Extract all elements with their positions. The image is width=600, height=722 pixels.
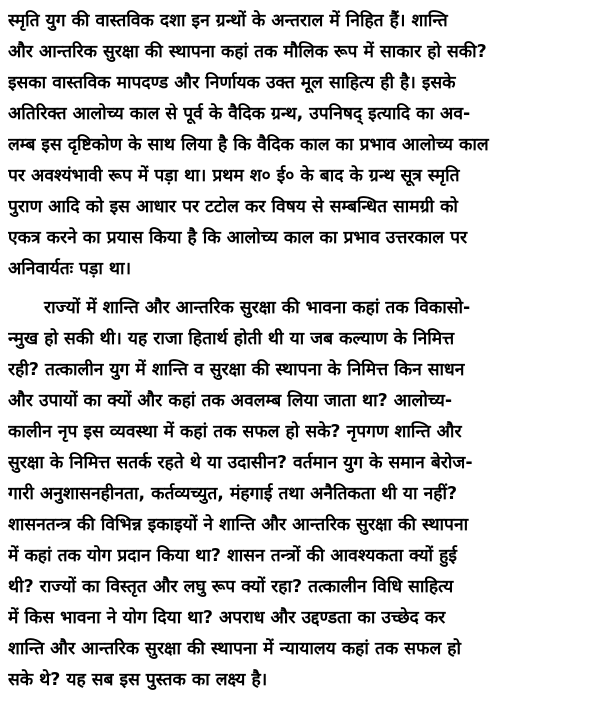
paragraph-line: पुराण आदि को इस आधार पर टटोल कर विषय से सम्बन्धित सामग्री को [8, 197, 458, 217]
paragraph-line: अतिरिक्त आलोच्य काल से पूर्व के वैदिक ग्रन्थ, उपनिषद् इत्यादि का अव- [8, 104, 471, 124]
paragraph-gap [8, 285, 590, 293]
paragraph-line: सके थे? यह सब इस पुस्तक का लक्ष्य है। [8, 670, 268, 690]
paragraph-line: थी? राज्यों का विस्तृत और लघु रूप क्यों रहा? तत्कालीन विधि साहित्य [8, 577, 454, 597]
paragraph-line: में कहां तक योग प्रदान किया था? शासन तन्त्रों की आवश्यकता क्यों हुई [8, 546, 457, 566]
paragraph-line: गारी अनुशासनहीनता, कर्तव्यच्युत, मंहगाई तथा अनैतिकता थी या नहीं? [8, 484, 458, 504]
paragraph-line: शासनतन्त्र की विभिन्न इकाइयों ने शान्ति और आन्तरिक सुरक्षा की स्थापना [8, 515, 469, 535]
paragraph-line: एकत्र करने का प्रयास किया है कि आलोच्य काल का प्रभाव उत्तरकाल पर [8, 228, 468, 248]
paragraph-2 [8, 293, 590, 696]
paragraph-line: लम्ब इस दृष्टिकोण के साथ लिया है कि वैदिक काल का प्रभाव आलोच्य काल [8, 135, 489, 155]
paragraph-line: और उपायों का क्यों और कहां तक अवलम्ब लिया जाता था? आलोच्य- [8, 391, 453, 411]
paragraph-1 [8, 6, 590, 285]
paragraph-line: में किस भावना ने योग दिया था? अपराध और उद्दण्डता का उच्छेद कर [8, 608, 446, 628]
paragraph-line: अनिवार्यतः पड़ा था। [8, 259, 132, 279]
paragraph-line: इसका वास्तविक मापदण्ड और निर्णायक उक्त मूल साहित्य ही है। इसके [8, 73, 456, 93]
paragraph-line: सुरक्षा के निमित्त सतर्क रहते थे या उदासीन? वर्तमान युग के समान बेरोज- [8, 453, 473, 473]
paragraph-line: कालीन नृप इस व्यवस्था में कहां तक सफल हो सके? नृपगण शान्ति और [8, 422, 462, 442]
paragraph-line: न्मुख हो सकी थी। यह राजा हितार्थ होती थी या जब कल्याण के निमित्त [8, 329, 455, 349]
paragraph-line: पर अवश्यंभावी रूप में पड़ा था। प्रथम श० ई० के बाद के ग्रन्थ सूत्र स्मृति [8, 166, 460, 186]
paragraph-line: स्मृति युग की वास्तविक दशा इन ग्रन्थों के अन्तराल में निहित हैं। शान्ति [8, 11, 448, 31]
paragraph-line: और आन्तरिक सुरक्षा की स्थापना कहां तक मौलिक रूप में साकार हो सकी? [8, 42, 487, 62]
paragraph-line: शान्ति और आन्तरिक सुरक्षा की स्थापना में न्यायालय कहां तक सफल हो [8, 639, 462, 659]
paragraph-line: राज्यों में शान्ति और आन्तरिक सुरक्षा की भावना कहां तक विकासो- [44, 298, 471, 318]
paragraph-line: रही? तत्कालीन युग में शान्ति व सुरक्षा की स्थापना के निमित्त किन साधन [8, 360, 465, 380]
